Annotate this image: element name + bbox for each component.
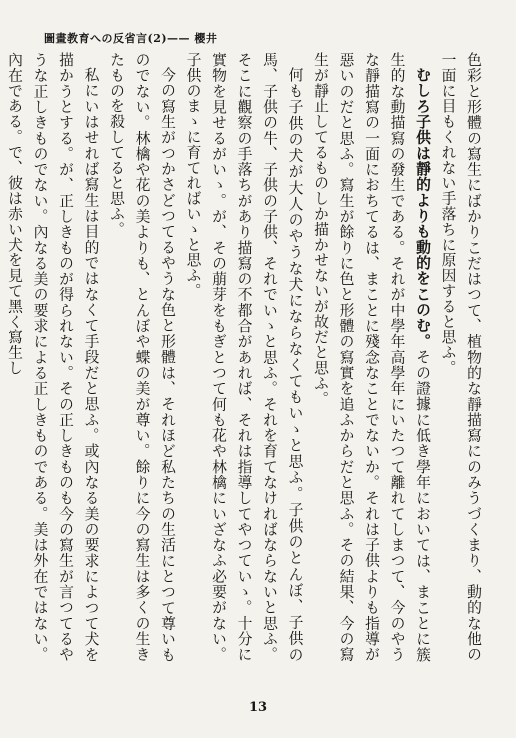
paragraph-text: 今の寫生がつかさどつてるやうな色と形體は、それほど私たちの生活にとつて尊いものでない。林檎や花の美よりも、とんぼや蝶の美が尊い。餘りに今の寫生は多くの生きたものを殺してると思ふ。 [108,52,176,662]
paragraph-text: 色彩と形體の寫生にばかりこだはつて、植物的な靜描寫にのみうづくまり、動的な他の一面に目もくれない手落ちに原因すると思ふ。 [439,52,482,662]
paragraph-text: その證據に低き學年においては、まことに簇生的な動描寫の發生である。それが中學年高學年にいたつて離れてしまつて、今のやうな靜描寫の一面におちてるは、まことに殘念なことでないか。それは子供よりも指導が惡いのだと思ふ。寫生が餘りに色と形體の寫實を追ふからだと思ふ。その結果、今の寫生が靜止してるものしか描かせないが故だと思ふ。 [312,52,431,663]
paragraph [104,52,181,662]
paragraph [435,52,486,662]
emphasized-text: むしろ子供は靜的よりも動的をこのむ。 [414,66,431,349]
page-number: 13 [248,700,268,715]
vertical-body-text [6,52,486,663]
paragraph [308,52,436,662]
paragraph-text: 私にいはせれば寫生は目的ではなくて手段だと思ふ。或內なる美の要求によつて犬を描かうとする。が、正しきものが得られない。その正しきものも今の寫生が言つてるやうな正しきものでない。內なる美の要求による正しきものである。美は外在ではない。內在である。で、彼は赤い犬を見て黑く寫生し [6,52,100,662]
running-header: 圖畫教育への反省言(2)—— 櫻井 [44,32,218,45]
paragraph [2,52,104,662]
paragraph-text: 何も子供の犬が大人のやうな犬にならなくてもいゝと思ふ。子供のとんぼ、子供の馬、子供の牛、子供の子供、それでいゝと思ふ。それを育てなければならないと思ふ。そこに觀察の手落ちがあり描寫の不都合があれば、それは指導してやつていゝ。十分に實物を見せるがいゝ。が、その萠芽をもぎとつて何も花や林檎にいざなふ必要がない。子供のまゝに育てればいゝと思ふ。 [184,52,304,662]
paragraph [180,52,308,662]
